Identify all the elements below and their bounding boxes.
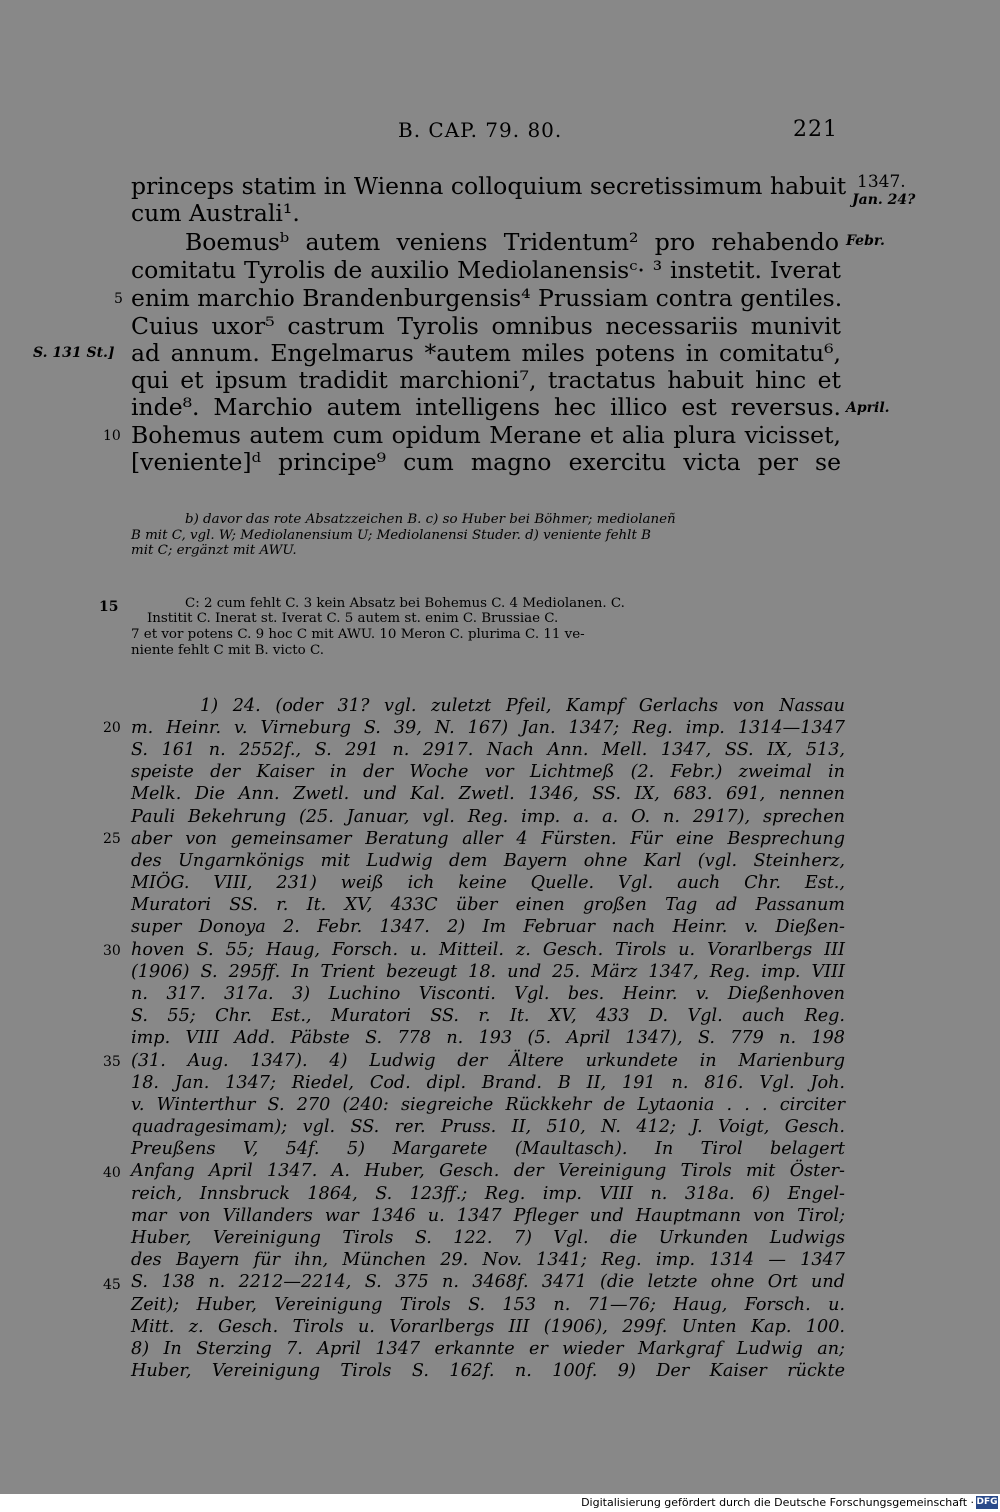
footnote-line: v. Winterthur S. 270 (240: siegreiche Rückkehr de Lytaonia . . . circiter	[131, 1095, 845, 1115]
main-line: ad annum. Engelmarus *autem miles potens in comitatu⁶,	[131, 339, 841, 367]
line-number: 20	[103, 720, 121, 736]
c-note-line: niente fehlt C mit B. victo C.	[131, 643, 324, 658]
main-line: [veniente]ᵈ principe⁹ cum magno exercitu victa per se	[131, 448, 841, 476]
c-note-line: C: 2 cum fehlt C. 3 kein Absatz bei Bohemus C. 4 Mediolanen. C.	[185, 596, 625, 611]
footnote-line: MIÖG. VIII, 231) weiß ich keine Quelle. Vgl. auch Chr. Est.,	[131, 873, 845, 893]
main-line: comitatu Tyrolis de auxilio Mediolanensisᶜ· ³ instetit. Iverat	[131, 256, 841, 284]
footnote-line: Huber, Vereinigung Tirols S. 162f. n. 100f. 9) Der Kaiser rückte	[131, 1361, 845, 1381]
line-number: 5	[114, 291, 123, 307]
footnote-line: des Bayern für ihn, München 29. Nov. 1341; Reg. imp. 1314 — 1347	[131, 1250, 845, 1270]
footnote-line: Mitt. z. Gesch. Tirols u. Vorarlbergs III (1906), 299f. Unten Kap. 100.	[131, 1317, 845, 1337]
dfg-logo: DFG	[976, 1497, 998, 1507]
footnote-line: Anfang April 1347. A. Huber, Gesch. der Vereinigung Tirols mit Öster-	[131, 1161, 845, 1181]
funding-credit: Digitalisierung gefördert durch die Deutsche Forschungsgemeinschaft ·	[581, 1496, 974, 1509]
running-head: B. CAP. 79. 80.	[398, 118, 563, 142]
footnote-line: mar von Villanders war 1346 u. 1347 Pfleger und Hauptmann von Tirol;	[131, 1206, 845, 1226]
line-number: 35	[103, 1054, 121, 1070]
footnote-line: S. 138 n. 2212—2214, S. 375 n. 3468f. 3471 (die letzte ohne Ort und	[131, 1272, 845, 1292]
page-number: 221	[793, 117, 838, 142]
footer-bar	[0, 1494, 1000, 1512]
footnote-line: S. 55; Chr. Est., Muratori SS. r. It. XV, 433 D. Vgl. auch Reg.	[131, 1006, 845, 1026]
footnote-line: hoven S. 55; Haug, Forsch. u. Mitteil. z. Gesch. Tirols u. Vorarlbergs III	[131, 940, 845, 960]
footnote-line: super Donoya 2. Febr. 1347. 2) Im Februar nach Heinr. v. Dießen-	[131, 917, 845, 937]
main-line: cum Australi¹.	[131, 199, 300, 227]
footnote-line: S. 161 n. 2552f., S. 291 n. 2917. Nach Ann. Mell. 1347, SS. IX, 513,	[131, 740, 845, 760]
footnote-line: Zeit); Huber, Vereinigung Tirols S. 153 n. 71—76; Haug, Forsch. u.	[131, 1295, 845, 1315]
footnote-line: speiste der Kaiser in der Woche vor Lichtmeß (2. Febr.) zweimal in	[131, 762, 845, 782]
line-number: 30	[103, 943, 121, 959]
line-number: 40	[103, 1165, 121, 1181]
main-line: qui et ipsum tradidit marchioni⁷, tractatus habuit hinc et	[131, 366, 841, 394]
footnote-line: quadragesimam); vgl. SS. rer. Pruss. II, 510, N. 412; J. Voigt, Gesch.	[131, 1117, 845, 1137]
margin-date-febr: Febr.	[846, 233, 885, 249]
footnote-line: Huber, Vereinigung Tirols S. 122. 7) Vgl. die Urkunden Ludwigs	[131, 1228, 845, 1248]
line-number: 45	[103, 1277, 121, 1293]
main-line: inde⁸. Marchio autem intelligens hec illico est reversus.	[131, 393, 841, 421]
footnote-line: 8) In Sterzing 7. April 1347 erkannte er wieder Markgraf Ludwig an;	[131, 1339, 845, 1359]
main-line: Bohemus autem cum opidum Merane et alia plura vicisset,	[131, 421, 841, 449]
variant-note-line: mit C; ergänzt mit AWU.	[131, 543, 297, 558]
line-number: 10	[103, 428, 121, 444]
main-line: princeps statim in Wienna colloquium secretissimum habuit	[131, 172, 847, 200]
footnote-line: (1906) S. 295ff. In Trient bezeugt 18. und 25. März 1347, Reg. imp. VIII	[131, 962, 845, 982]
main-line: Boemusᵇ autem veniens Tridentum² pro rehabendo	[185, 228, 839, 256]
main-line: Cuius uxor⁵ castrum Tyrolis omnibus necessariis munivit	[131, 312, 841, 340]
footnote-line: Muratori SS. r. It. XV, 433C über einen großen Tag ad Passanum	[131, 895, 845, 915]
footnote-line: Pauli Bekehrung (25. Januar, vgl. Reg. imp. a. a. O. n. 2917), sprechen	[131, 807, 845, 827]
variant-note-line: B mit C, vgl. W; Mediolanensium U; Mediolanensi Studer. d) veniente fehlt B	[131, 528, 651, 543]
footnote-line: Melk. Die Ann. Zwetl. und Kal. Zwetl. 1346, SS. IX, 683. 691, nennen	[131, 784, 845, 804]
footnote-line: aber von gemeinsamer Beratung aller 4 Fürsten. Für eine Besprechung	[131, 829, 845, 849]
footnote-line: 1) 24. (oder 31? vgl. zuletzt Pfeil, Kampf Gerlachs von Nassau	[200, 696, 845, 716]
footnote-line: (31. Aug. 1347). 4) Ludwig der Ältere urkundete in Marienburg	[131, 1051, 845, 1071]
footnote-line: Preußens V, 54f. 5) Margarete (Maultasch). In Tirol belagert	[131, 1139, 845, 1159]
footnote-line: imp. VIII Add. Päbste S. 778 n. 193 (5. April 1347), S. 779 n. 198	[131, 1028, 845, 1048]
line-number: 25	[103, 831, 121, 847]
footnote-line: m. Heinr. v. Virneburg S. 39, N. 167) Jan. 1347; Reg. imp. 1314—1347	[131, 718, 845, 738]
variant-note-line: b) davor das rote Absatzzeichen B. c) so Huber bei Böhmer; mediolaneñ	[185, 512, 676, 527]
margin-date-april: April.	[846, 400, 890, 416]
margin-date-jan: Jan. 24?	[852, 192, 916, 208]
margin-page-ref: S. 131 St.]	[33, 345, 115, 361]
footnote-line: 18. Jan. 1347; Riedel, Cod. dipl. Brand. B II, 191 n. 816. Vgl. Joh.	[131, 1073, 845, 1093]
footnote-line: des Ungarnkönigs mit Ludwig dem Bayern ohne Karl (vgl. Steinherz,	[131, 851, 845, 871]
c-note-line: 7 et vor potens C. 9 hoc C mit AWU. 10 Meron C. plurima C. 11 ve-	[131, 627, 585, 642]
footnote-line: n. 317. 317a. 3) Luchino Visconti. Vgl. bes. Heinr. v. Dießenhoven	[131, 984, 845, 1004]
footnote-line: reich, Innsbruck 1864, S. 123ff.; Reg. imp. VIII n. 318a. 6) Engel-	[131, 1184, 845, 1204]
main-line: enim marchio Brandenburgensis⁴ Prussiam contra gentiles.	[131, 284, 843, 312]
c-note-line: Institit C. Inerat st. Iverat C. 5 autem st. enim C. Brussiae C.	[147, 611, 559, 626]
line-number: 15	[99, 599, 119, 615]
margin-year: 1347.	[857, 172, 906, 192]
